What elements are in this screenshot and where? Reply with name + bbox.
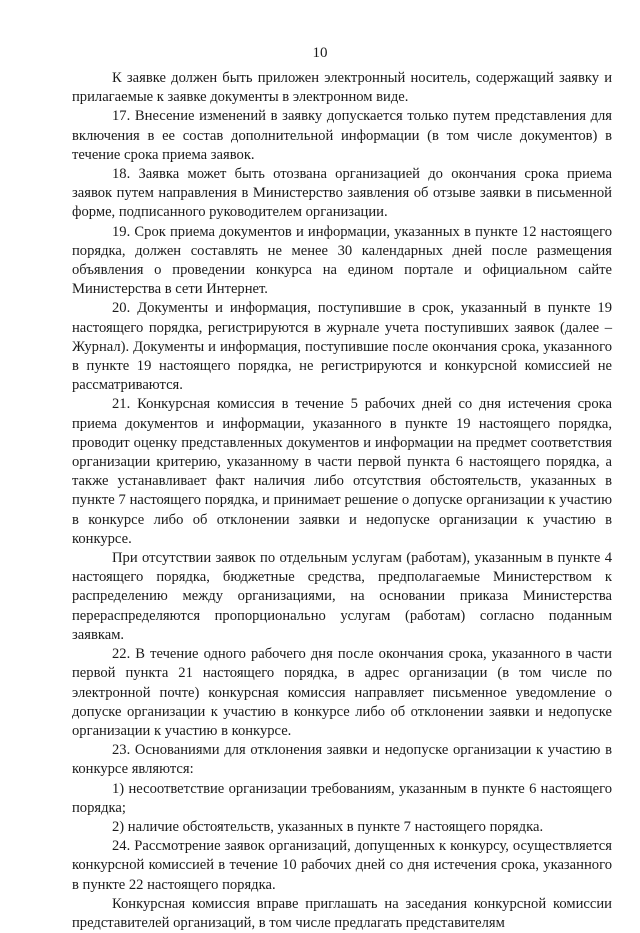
paragraph-commission-invites: Конкурсная комиссия вправе приглашать на заседания конкурсной комиссии представителей организаций, в том числе предлагать представителям: [72, 895, 612, 931]
paragraph-21: 21. Конкурсная комиссия в течение 5 рабочих дней со дня истечения срока приема документов и информации, указанного в пункте 19 настоящего порядка, проводит оценку представленных документов и информации на предмет соответствия организации критерию, указанному в части первой пункта 6 настоящего порядка, а также устанавливает факт наличия либо отсутствия обстоятельств, указанных в пункте 7 настоящего порядка, и принимает решение о допуске организации к участию в конкурсе либо об отклонении заявки и недопуске организации к участию в конкурсе.: [72, 396, 612, 547]
paragraph-17: 17. Внесение изменений в заявку допускается только путем представления для включения в ее состав дополнительной информации (в том числе документов) в течение срока приема заявок.: [72, 108, 612, 163]
paragraph-no-bids: При отсутствии заявок по отдельным услугам (работам), указанным в пункте 4 настоящего порядка, бюджетные средства, предполагаемые Министерством к распределению между организациями, на основании приказа Министерства перераспределяются пропорционально услугам (работам) согласно поданным заявкам.: [72, 550, 612, 643]
paragraph-22: 22. В течение одного рабочего дня после окончания срока, указанного в части первой пункта 21 настоящего порядка, в адрес организации (в том числе по электронной почте) конкурсная комиссия направляет письменное уведомление о допуске организации к участию в конкурсе либо об отклонении заявки и недопуске организации к участию в конкурсе.: [72, 646, 612, 739]
paragraph-23-item-2: 2) наличие обстоятельств, указанных в пункте 7 настоящего порядка.: [112, 818, 544, 835]
document-body: [72, 69, 612, 933]
paragraph-24: 24. Рассмотрение заявок организаций, допущенных к конкурсу, осуществляется конкурсной комиссией в течение 10 рабочих дней со дня истечения срока, указанного в пункте 22 настоящего порядка.: [72, 838, 612, 893]
page-number: 10: [312, 45, 328, 61]
paragraph-attachment-requirement: К заявке должен быть приложен электронный носитель, содержащий заявку и прилагаемые к заявке документы в электронном виде.: [72, 70, 612, 106]
paragraph-23-item-1: 1) несоответствие организации требованиям, указанным в пункте 6 настоящего порядка;: [72, 780, 612, 816]
paragraph-23: 23. Основаниями для отклонения заявки и недопуске организации к участию в конкурсе являются:: [72, 742, 612, 778]
paragraph-18: 18. Заявка может быть отозвана организацией до окончания срока приема заявок путем направления в Министерство заявления об отзыве заявки в письменной форме, подписанного руководителем организации.: [72, 166, 612, 221]
paragraph-19: 19. Срок приема документов и информации, указанных в пункте 12 настоящего порядка, должен составлять не менее 30 календарных дней после размещения объявления о проведении конкурса на едином портале и официальном сайте Министерства в сети Интернет.: [72, 223, 612, 298]
paragraph-20: 20. Документы и информация, поступившие в срок, указанный в пункте 19 настоящего порядка, регистрируются в журнале учета поступивших заявок (далее – Журнал). Документы и информация, поступившие после окончания срока, указанного в пункте 19 настоящего порядка, не регистрируются и конкурсной комиссией не рассматриваются.: [72, 300, 612, 394]
